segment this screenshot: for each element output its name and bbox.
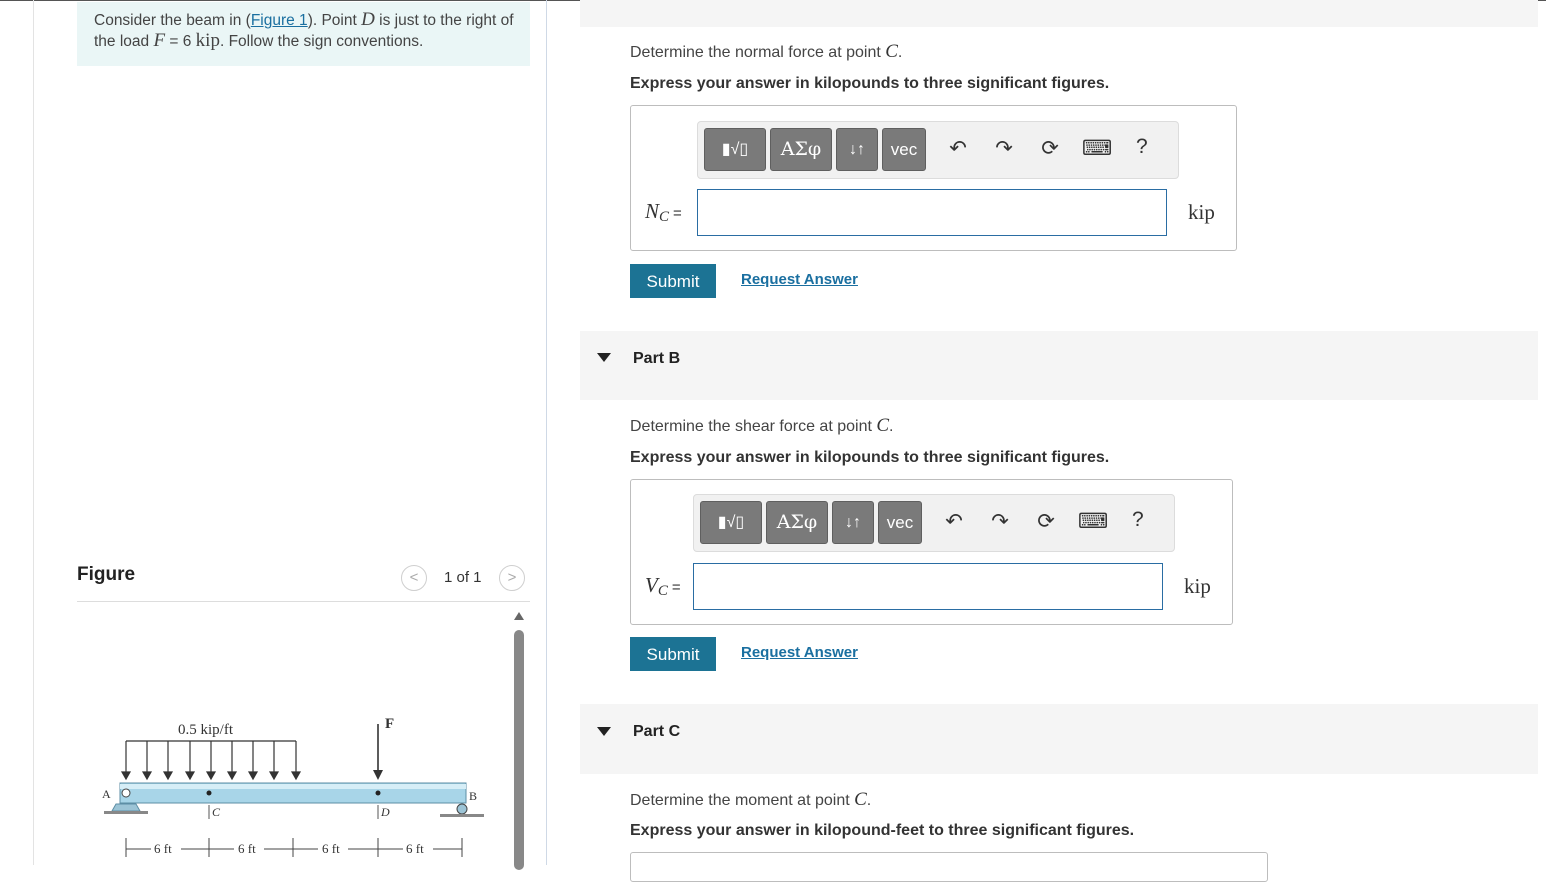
part-b-math-toolbar [693,494,1175,552]
left-gutter [33,0,34,865]
load-unit: kip [195,30,220,51]
prev-figure-button[interactable]: < [401,565,427,591]
part-b-label[interactable]: Part B [633,350,681,367]
redo-icon[interactable]: ↷ [991,510,1009,533]
next-figure-button[interactable]: > [499,565,525,591]
beam-figure [96,712,496,865]
help-icon[interactable]: ? [1132,508,1144,531]
load-value: = 6 [165,33,196,50]
undo-icon[interactable]: ↶ [949,137,967,160]
figure-title: Figure [77,564,136,585]
part-b-request-answer-link[interactable]: Request Answer [741,644,858,661]
intro-text: Consider the beam in ( [94,12,251,29]
equals-sign: = [671,579,681,596]
figure-scrollbar[interactable] [514,612,524,865]
question-text: Determine the shear force at point [630,418,877,435]
problem-statement [77,2,530,66]
beam-highlight [120,784,466,789]
pin-a [122,789,130,797]
reset-icon[interactable]: ⟳ [1041,137,1059,160]
load-symbol: F [153,30,166,51]
variable-symbol: V [645,573,658,597]
part-a-question [630,41,902,63]
ground-b [440,814,484,817]
roller-b [457,804,467,814]
template-button[interactable]: ▮√▯ [704,128,766,171]
label-c: C [212,805,221,819]
part-a-variable-label [645,199,682,226]
dim-mid-d: 6 ft [322,841,340,856]
question-text: . [889,418,894,435]
part-b-answer-box [630,479,1233,625]
dim-db: 6 ft [406,841,424,856]
part-b-header-bar[interactable] [580,331,1538,400]
part-b-instruction: Express your answer in kilopounds to three significant figures. [630,449,1110,466]
variable-symbol: N [645,199,660,223]
part-a-header-bar [580,0,1538,27]
question-text: . [866,792,872,809]
force-f-arrowhead [373,770,383,780]
part-a-request-answer-link[interactable]: Request Answer [741,271,858,288]
figure-link[interactable]: Figure 1 [250,12,308,29]
intro-text: . Follow the sign conventions. [219,33,424,50]
help-icon[interactable]: ? [1136,135,1148,158]
vector-button[interactable]: vec [882,128,926,171]
label-a: A [102,787,111,801]
greek-symbols-button[interactable]: ΑΣφ [770,128,832,171]
intro-text: ). Point [307,12,362,29]
part-a-answer-box [630,105,1237,251]
dim-ac: 6 ft [154,841,172,856]
intro-text: is just to the right of the load [94,12,514,50]
undo-icon[interactable]: ↶ [945,510,963,533]
part-c-instruction: Express your answer in kilopound-feet to three significant figures. [630,822,1135,839]
collapse-arrow-icon[interactable] [597,727,611,736]
question-text: . [897,44,903,61]
keyboard-icon[interactable]: ⌨ [1082,137,1113,160]
point-d-dot [376,791,381,796]
question-text: Determine the moment at point [630,792,855,809]
point-c-symbol: C [885,41,898,62]
point-d-symbol: D [361,9,375,30]
part-b-submit-button[interactable]: Submit [630,637,716,671]
variable-subscript: C [657,583,668,599]
force-f-label: F [385,716,395,732]
figure-pager: 1 of 1 [444,569,482,586]
label-b: B [469,789,478,803]
part-c-header-bar[interactable] [580,704,1538,774]
part-b-question [630,415,894,437]
part-a-unit: kip [1188,200,1215,224]
scroll-thumb[interactable] [514,630,524,870]
point-c-dot [207,791,212,796]
part-b-variable-label [645,573,681,600]
ground-a [104,811,148,814]
part-b-unit: kip [1184,574,1211,598]
vector-button[interactable]: vec [878,501,922,544]
part-c-answer-box [630,852,1268,882]
subscript-superscript-button[interactable]: ↓↑ [832,501,874,544]
question-text: Determine the normal force at point [630,44,886,61]
pin-support-a [112,804,140,811]
part-c-question [630,789,871,811]
equals-sign: = [673,205,682,222]
part-a-math-toolbar [697,121,1179,179]
label-d: D [381,805,390,819]
distributed-load-arrows [122,741,300,779]
scroll-up-arrow-icon[interactable] [514,612,524,620]
redo-icon[interactable]: ↷ [995,137,1013,160]
keyboard-icon[interactable]: ⌨ [1078,510,1109,533]
greek-symbols-button[interactable]: ΑΣφ [766,501,828,544]
part-a-instruction: Express your answer in kilopounds to three significant figures. [630,75,1110,92]
panel-divider [546,0,547,865]
dim-c-mid: 6 ft [238,841,256,856]
distributed-load-label: 0.5 kip/ft [178,722,233,738]
part-c-label[interactable]: Part C [633,723,681,740]
template-button[interactable]: ▮√▯ [700,501,762,544]
point-c-symbol: C [876,415,890,436]
reset-icon[interactable]: ⟳ [1037,510,1055,533]
point-c-symbol: C [854,789,867,810]
part-a-submit-button[interactable]: Submit [630,264,716,298]
subscript-superscript-button[interactable]: ↓↑ [836,128,878,171]
figure-header [77,562,530,602]
part-a-answer-input[interactable] [697,189,1167,236]
collapse-arrow-icon[interactable] [597,353,611,362]
variable-subscript: C [659,209,670,225]
part-b-answer-input[interactable] [693,563,1163,610]
